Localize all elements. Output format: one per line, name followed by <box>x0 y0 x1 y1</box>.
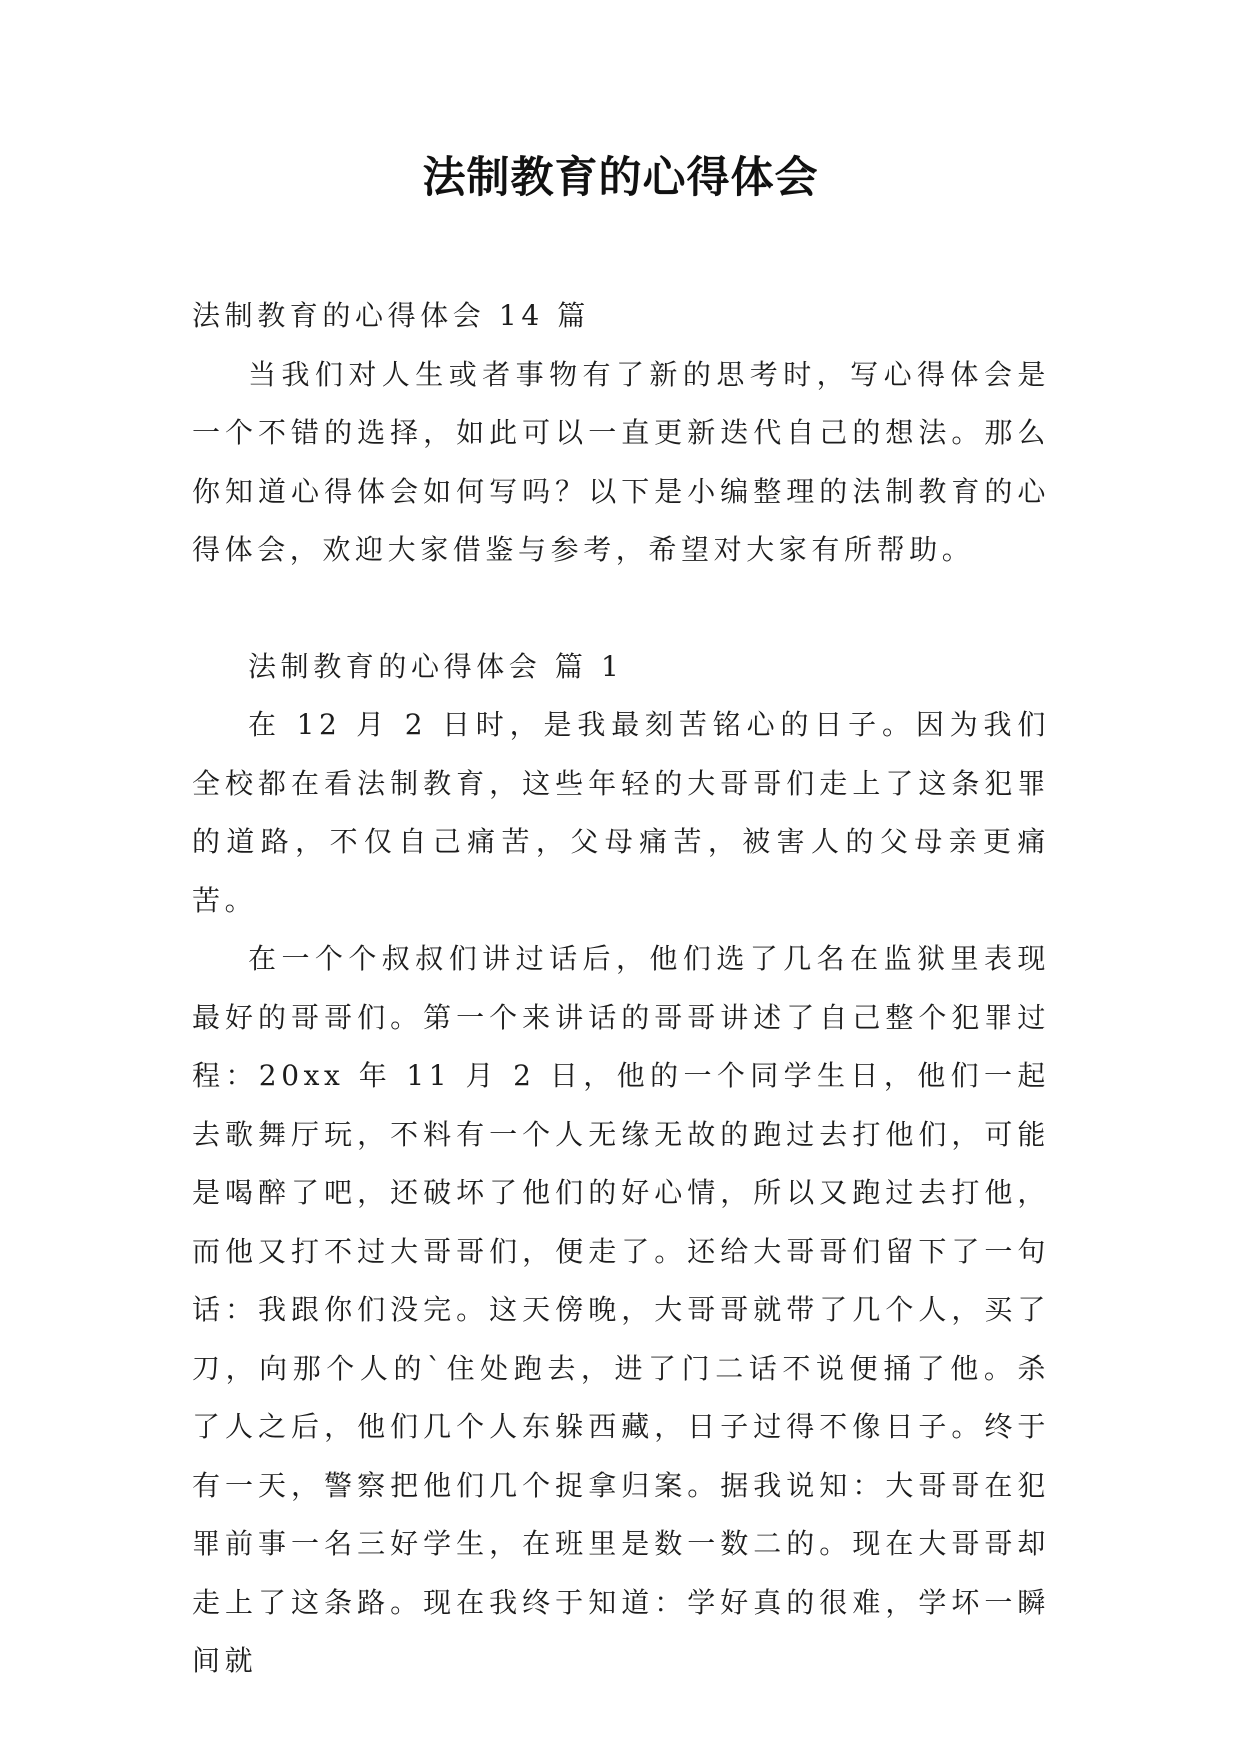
section-1-heading: 法制教育的心得体会 篇 1 <box>248 649 624 683</box>
document-subtitle: 法制教育的心得体会 14 篇 <box>192 299 590 332</box>
section-spacer <box>192 580 1050 638</box>
intro-paragraph: 当我们对人生或者事物有了新的思考时，写心得体会是一个不错的选择，如此可以一直更新迭代自己的想法。那么你知道心得体会如何写吗？以下是小编整理的法制教育的心得体会，欢迎大家借鉴与参考，希望对大家有所帮助。 <box>192 357 1050 566</box>
document-body <box>192 287 1050 1691</box>
section-1-paragraph-1: 在 12 月 2 日时，是我最刻苦铭心的日子。因为我们全校都在看法制教育，这些年轻的大哥哥们走上了这条犯罪的道路，不仅自己痛苦，父母痛苦，被害人的父母亲更痛苦。 <box>192 708 1050 917</box>
section-1-paragraph-2: 在一个个叔叔们讲过话后，他们选了几名在监狱里表现最好的哥哥们。第一个来讲话的哥哥讲述了自己整个犯罪过程：20xx 年 11 月 2 日，他的一个同学生日，他们一起去歌舞厅玩，不料有一个人无缘无故的跑过去打他们，可能是喝醉了吧，还破坏了他们的好心情，所以又跑过去打他，而他又打不过大哥哥们，便走了。还给大哥哥们留下了一句话：我跟你们没完。这天傍晚，大哥哥就带了几个人，买了刀，向那个人的`住处跑去，进了门二话不说便捅了他。杀了人之后，他们几个人东躲西藏，日子过得不像日子。终于有一天，警察把他们几个捉拿归案。据我说知：大哥哥在犯罪前事一名三好学生，在班里是数一数二的。现在大哥哥却走上了这条路。现在我终于知道：学好真的很难，学坏一瞬间就 <box>192 942 1050 1677</box>
document-title: 法制教育的心得体会 <box>422 153 819 203</box>
